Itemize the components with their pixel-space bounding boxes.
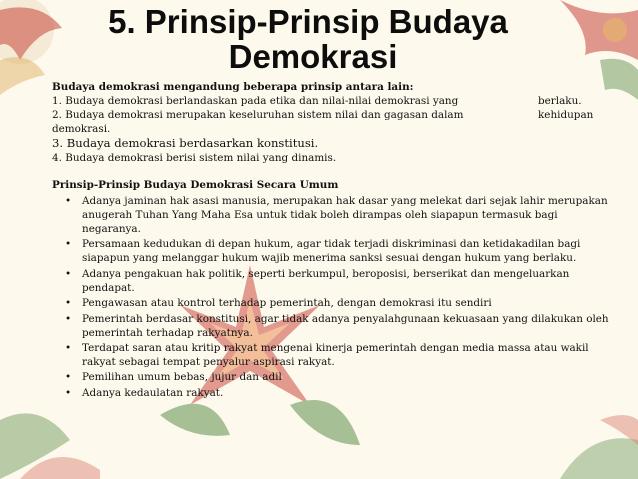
list-item-text: Adanya kedaulatan rakyat. (82, 386, 224, 399)
principle-1 (52, 94, 612, 108)
principle-2-text-end: kehidupan (538, 109, 594, 121)
list-item (52, 341, 612, 369)
bullet-icon: • (65, 195, 72, 207)
slide-title-line-1: 5. Prinsip-Prinsip Budaya (108, 3, 508, 40)
list-item (52, 296, 612, 310)
principle-4: 4. Budaya demokrasi berisi sistem nilai yang dinamis. (52, 152, 337, 164)
bullet-icon: • (65, 267, 72, 280)
list-item-text: Adanya pengakuan hak politik, seperti berkumpul, beroposisi, berserikat dan mengeluarkan pendapat. (82, 267, 570, 294)
list-item-text: Pengawasan atau kontrol terhadap pemerintah, dengan demokrasi itu sendiri (82, 297, 492, 310)
list-item (52, 267, 612, 295)
principle-2 (52, 108, 612, 122)
bullet-icon: • (65, 238, 72, 251)
list-item (52, 386, 612, 400)
bottom-left-leaf-decoration (0, 413, 100, 479)
bullet-icon: • (65, 371, 72, 384)
slide-content (52, 80, 612, 401)
principle-1-text: 1. Budaya demokrasi berlandaskan pada etika dan nilai-nilai demokrasi yang (52, 95, 459, 107)
bullet-icon: • (65, 312, 72, 325)
list-item-text: Terdapat saran atau kritip rakyat mengenai kinerja pemerintah dengan media massa atau wakil rakyat sebagai tempat penyalur aspirasi rakyat. (82, 341, 589, 368)
bullet-icon: • (65, 341, 72, 354)
principles-list (52, 194, 612, 400)
section-heading: Prinsip-Prinsip Budaya Demokrasi Secara Umum (52, 179, 339, 191)
principle-2-text: 2. Budaya demokrasi merupakan keseluruhan sistem nilai dan gagasan dalam (52, 109, 464, 121)
bullet-icon: • (65, 297, 72, 310)
principle-1-text-end: berlaku. (538, 95, 582, 107)
list-item (52, 370, 612, 384)
list-item (52, 194, 612, 236)
list-item-text: Adanya jaminan hak asasi manusia, merupakan hak dasar yang melekat dari sejak lahir merupakan anugerah Tuhan Yang Maha Esa untuk tidak boleh dirampas oleh siapapun termasuk bagi negaranya. (82, 195, 608, 235)
slide-title (0, 0, 638, 74)
list-item (52, 237, 612, 265)
principle-2-continuation: demokrasi. (52, 123, 111, 135)
list-item (52, 312, 612, 340)
bullet-icon: • (65, 386, 72, 399)
list-item-text: Pemerintah berdasar konstitusi, agar tidak adanya penyalahgunaan kekuasaan yang dilakukan oleh pemerintah terhadap rakyatnya. (82, 312, 609, 339)
list-item-text: Persamaan kedudukan di depan hukum, agar tidak terjadi diskriminasi dan ketidakadilan bagi siapapun yang melanggar hukum wajib menerima sanksi sesuai dengan hukum yang berlaku. (82, 238, 581, 265)
intro-heading: Budaya demokrasi mengandung beberapa prinsip antara lain: (52, 81, 414, 93)
slide-title-line-2: Demokrasi (228, 38, 398, 75)
list-item-text: Pemilihan umum bebas, jujur dan adil (82, 371, 282, 384)
principle-3: 3. Budaya demokrasi berdasarkan konstitusi. (52, 136, 319, 150)
bottom-right-leaf-decoration (560, 415, 638, 479)
